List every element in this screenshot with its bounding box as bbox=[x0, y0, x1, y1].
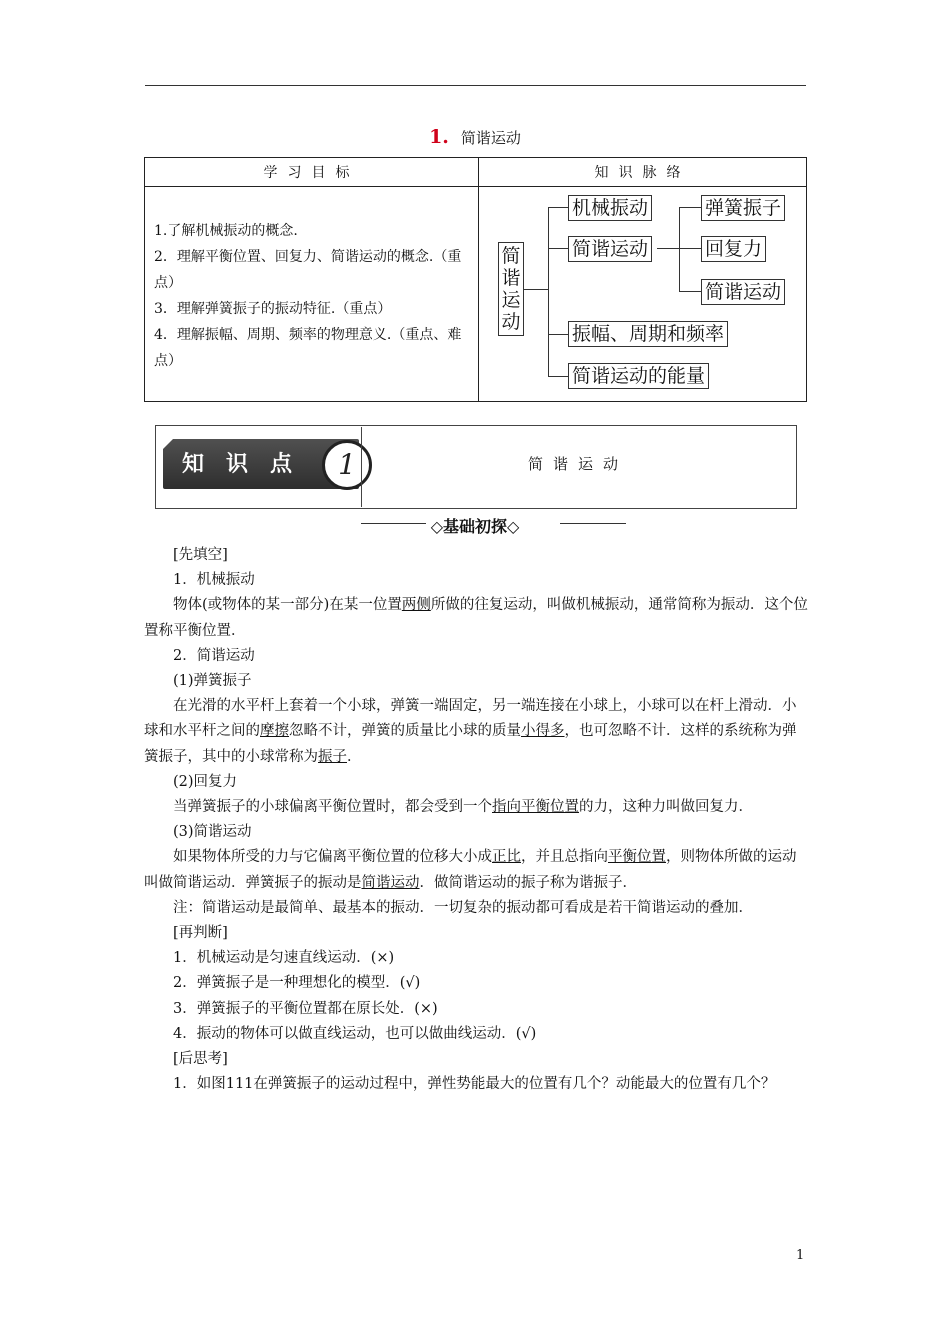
blank-answer: 振子 bbox=[318, 748, 347, 765]
map-connector bbox=[548, 376, 568, 377]
blank-answer: 正比 bbox=[492, 849, 521, 866]
paragraph: 1．机械振动 bbox=[173, 572, 255, 589]
map-connector bbox=[548, 207, 568, 208]
paragraph: [后思考] bbox=[173, 1051, 228, 1068]
map-header: 知识脉络 bbox=[479, 158, 807, 187]
blank-answer: 指向平衡位置 bbox=[492, 799, 579, 816]
paragraph: 1．如图111在弹簧振子的运动过程中，弹性势能最大的位置有几个？动能最大的位置有几个？ bbox=[173, 1076, 776, 1093]
goal-item: 4．理解振幅、周期、频率的物理意义.（重点、难点） bbox=[154, 327, 462, 369]
map-node: 机械振动 bbox=[568, 195, 652, 221]
paragraph: 2．简谐运动 bbox=[173, 647, 255, 664]
paragraph: (1)弹簧振子 bbox=[173, 673, 252, 690]
blank-answer: 小得多 bbox=[521, 723, 565, 740]
paragraph: [先填空] bbox=[173, 547, 228, 563]
blank-answer: 摩擦 bbox=[260, 723, 289, 740]
knowledge-map bbox=[479, 187, 807, 402]
paragraph: 1．机械运动是匀速直线运动．(×) bbox=[173, 950, 395, 967]
paragraph: 如果物体所受的力与它偏离平衡位置的位移大小成正比，并且总指向平衡位置，则物体所做的运动叫做简谐运动．弹簧振子的振动是简谐运动．做简谐运动的振子称为谐振子． bbox=[144, 849, 797, 891]
goal-item: 2．理解平衡位置、回复力、简谐运动的概念.（重点） bbox=[154, 249, 462, 291]
map-connector bbox=[524, 289, 548, 290]
body-content bbox=[144, 543, 808, 1097]
goal-item: 1.了解机械振动的概念. bbox=[154, 223, 298, 239]
map-connector bbox=[679, 248, 701, 249]
map-connector bbox=[548, 334, 568, 335]
paragraph: 4．振动的物体可以做直线运动，也可以做曲线运动．(√) bbox=[173, 1025, 537, 1042]
goals-cell bbox=[145, 187, 479, 402]
map-connector bbox=[548, 207, 549, 377]
blank-answer: 平衡位置 bbox=[608, 849, 666, 866]
lesson-title-text: 简谐运动 bbox=[460, 129, 521, 147]
map-root: 简谐运动 bbox=[498, 242, 524, 336]
goal-item: 3．理解弹簧振子的振动特征.（重点） bbox=[154, 301, 392, 317]
paragraph: (2)回复力 bbox=[173, 773, 238, 790]
map-node: 简谐运动的能量 bbox=[568, 363, 709, 389]
map-node: 简谐运动 bbox=[568, 236, 652, 262]
paragraph: 3．弹簧振子的平衡位置都在原长处．(×) bbox=[173, 1000, 438, 1017]
knowledge-point-label: 知识点 bbox=[182, 452, 315, 477]
goals-header: 学习目标 bbox=[145, 158, 479, 187]
paragraph: 在光滑的水平杆上套着一个小球，弹簧一端固定，另一端连接在小球上，小球可以在杆上滑动．小球和水平杆之间的摩擦忽略不计，弹簧的质量比小球的质量小得多，也可忽略不计．这样的系统称为弹簧振子，其中的小球常称为振子． bbox=[144, 698, 797, 765]
lesson-number: 1. bbox=[429, 126, 449, 148]
knowledge-point-number: 1 bbox=[322, 440, 372, 490]
paragraph: 注：简谐运动是最简单、最基本的振动．一切复杂的振动都可看成是若干简谐运动的叠加． bbox=[173, 899, 753, 916]
map-subnode: 简谐运动 bbox=[701, 279, 785, 305]
header-rule bbox=[145, 85, 806, 86]
map-subnode: 回复力 bbox=[701, 236, 766, 262]
knowledge-point-title: 简谐运动 bbox=[527, 455, 628, 473]
map-connector bbox=[548, 248, 568, 249]
map-subnode: 弹簧振子 bbox=[701, 195, 785, 221]
lesson-title bbox=[0, 126, 950, 148]
blank-answer: 简谐运动 bbox=[361, 874, 420, 891]
page-number: 1 bbox=[796, 1248, 805, 1263]
section-heading: ◇基础初探◇ bbox=[430, 517, 520, 536]
map-connector bbox=[679, 207, 701, 208]
paragraph: [再判断] bbox=[173, 925, 228, 942]
paragraph: (3)简谐运动 bbox=[173, 824, 252, 841]
objectives-table bbox=[144, 157, 807, 402]
map-connector bbox=[657, 248, 679, 249]
paragraph: 2．弹簧振子是一种理想化的模型．(√) bbox=[173, 975, 421, 992]
map-connector bbox=[679, 207, 680, 291]
map-node: 振幅、周期和频率 bbox=[568, 321, 728, 347]
blank-answer: 两侧 bbox=[401, 597, 431, 614]
paragraph: 物体(或物体的某一部分)在某一位置两侧所做的往复运动，叫做机械振动，通常简称为振动．这个位置称平衡位置． bbox=[144, 597, 808, 639]
paragraph: 当弹簧振子的小球偏离平衡位置时，都会受到一个指向平衡位置的力，这种力叫做回复力． bbox=[173, 799, 753, 816]
map-connector bbox=[679, 291, 701, 292]
section-rule-right bbox=[560, 523, 626, 524]
